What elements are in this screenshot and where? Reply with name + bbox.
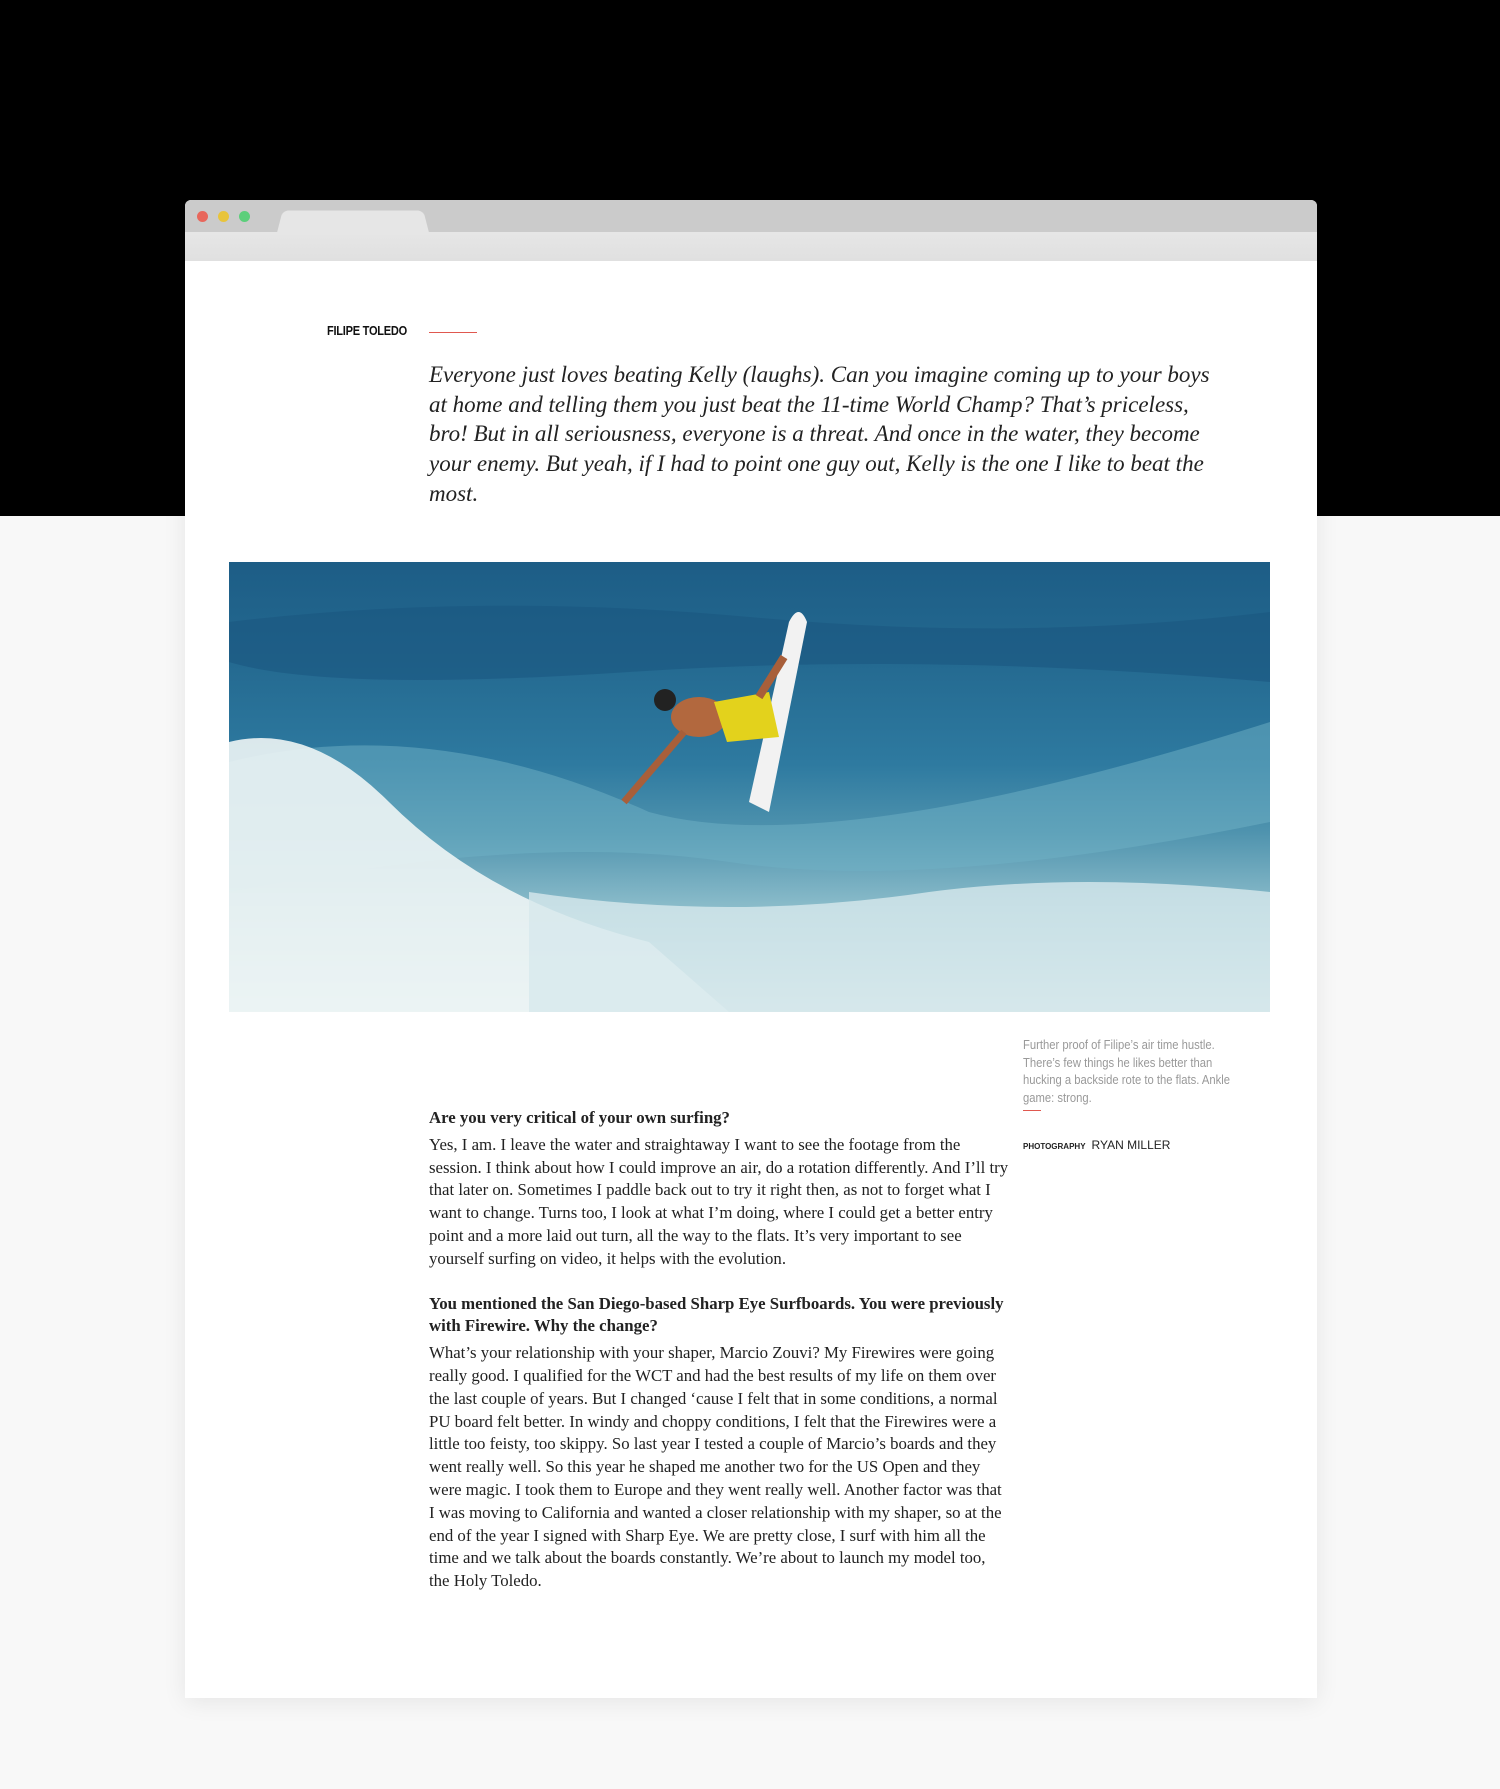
interview-body [429,1107,1009,1615]
photo-caption: Further proof of Filipe’s air time hustle. There’s few things he likes better than hucking a backside rote to the flats. Ankle game: strong. [1023,1038,1230,1105]
caption-rule [1023,1110,1041,1111]
photo-credit [1023,1136,1170,1154]
answer: What’s your relationship with your shaper, Marcio Zouvi? My Firewires were going really good. I qualified for the WCT and had the best results of my life on them over the last couple of years. But I changed ‘cause I felt that in some conditions, a normal PU board felt better. In windy and choppy conditions, I felt that the Firewires were a little too feisty, too skippy. So last year I tested a couple of Marcio’s boards and they went really well. So this year he shaped me another two for the US Open and they were magic. I took them to Europe and they went really well. Another factor was that I was moving to California and wanted a closer relationship with my shaper, so at the end of the year I signed with Sharp Eye. We are pretty close, I surf with him all the time and we talk about the boards constantly. We’re about to launch my model too, the Holy Toledo. [429,1343,1002,1591]
credit-name: RYAN MILLER [1091,1138,1171,1152]
question: Are you very critical of your own surfing? [429,1108,730,1127]
question: You mentioned the San Diego-based Sharp Eye Surfboards. You were previously with Firewire. Why the change? [429,1293,1004,1336]
browser-window [185,200,1317,1698]
browser-tab[interactable] [277,211,429,233]
browser-toolbar [185,232,1317,261]
surfer-photo [229,562,1270,1012]
minimize-window-button[interactable] [218,211,229,222]
maximize-window-button[interactable] [239,211,250,222]
close-window-button[interactable] [197,211,208,222]
surfer-illustration [229,562,1270,1012]
accent-rule [429,332,477,333]
tab-bar [185,200,1317,232]
pull-quote: Everyone just loves beating Kelly (laughs). Can you imagine coming up to your boys at home and telling them you just beat the 11-time World Champ? That’s priceless, bro! But in all seriousness, everyone is a threat. And once in the water, they become your enemy. But yeah, if I had to point one guy out, Kelly is the one I like to beat the most. [429,362,1210,506]
answer: Yes, I am. I leave the water and straightaway I want to see the footage from the session. I think about how I could improve an air, do a rotation differently. And I’ll try that later on. Sometimes I paddle back out to try it right then, as not to forget what I want to change. Turns too, I look at what I’m doing, where I could get a better entry point and a more laid out turn, all the way to the flats. It’s very important to see yourself surfing on video, it helps with the evolution. [429,1134,1009,1268]
credit-label: PHOTOGRAPHY [1023,1142,1086,1151]
speaker-name: FILIPE TOLEDO [327,323,407,338]
